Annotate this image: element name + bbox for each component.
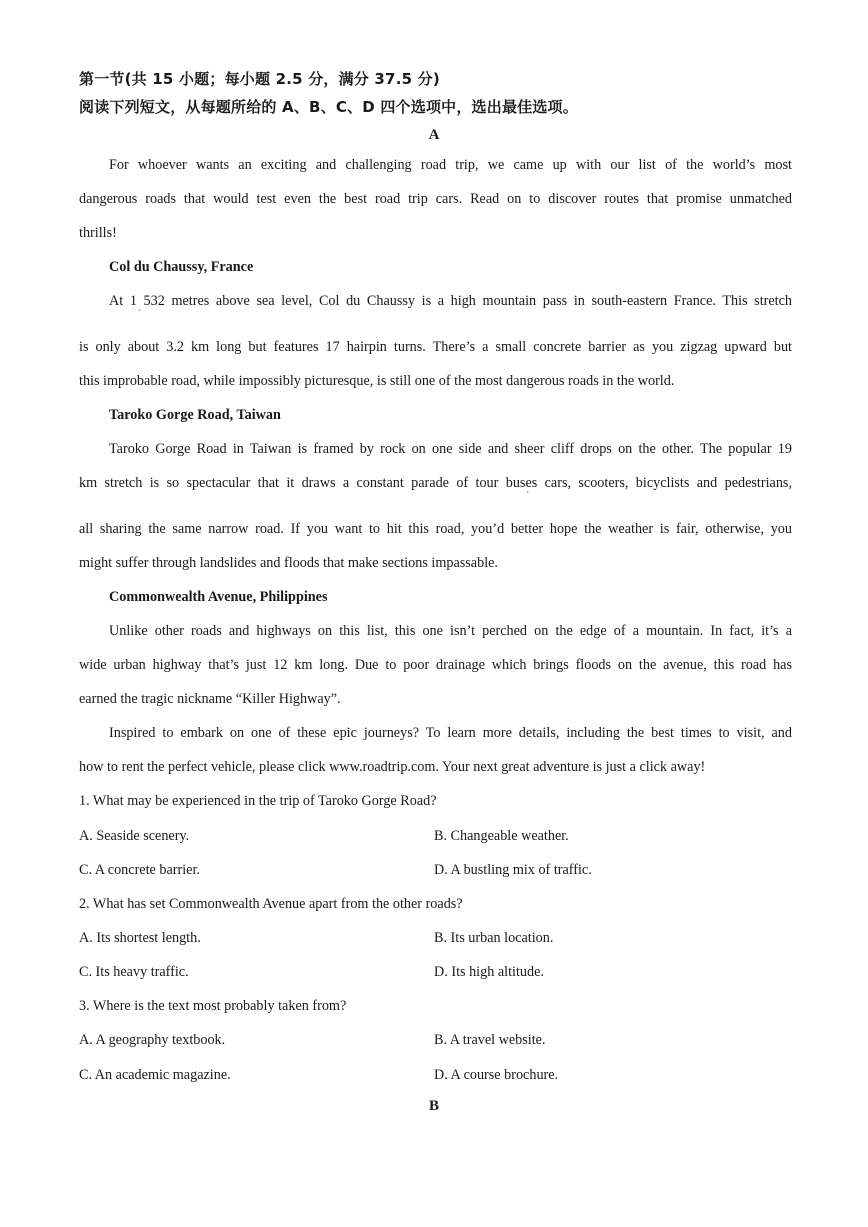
passage-a-intro-line: dangerous roads that would test even the best road trip cars. Read on to discover routes that promise unmatched [79, 191, 792, 207]
paragraph-line: Unlike other roads and highways on this list, this one isn’t perched on the edge of a mountain. In fact, it’s a [109, 623, 792, 639]
answer-option[interactable]: D. Its high altitude. [434, 964, 544, 980]
paragraph-line: wide urban highway that’s just 12 km long. Due to poor drainage which brings floods on the avenue, this road has [79, 657, 792, 673]
answer-option[interactable]: C. A concrete barrier. [79, 862, 200, 878]
paragraph-line: earned the tragic nickname “Killer Highway”. [79, 691, 341, 707]
passage-a-intro-line: thrills! [79, 225, 117, 241]
question-stem: 1. What may be experienced in the trip of Taroko Gorge Road? [79, 793, 437, 809]
paragraph-line: km stretch is so spectacular that it draws a constant parade of tour buses cars, scooters, bicyclists and pedestrians, [79, 475, 792, 491]
section-instructions: 阅读下列短文，从每题所给的 A、B、C、D 四个选项中，选出最佳选项。 [79, 98, 578, 116]
answer-option[interactable]: A. Seaside scenery. [79, 828, 190, 844]
section-heading-taroko-gorge: Taroko Gorge Road, Taiwan [109, 407, 281, 423]
section-title: 第一节(共 15 小题；每小题 2.5 分，满分 37.5 分) [79, 70, 440, 88]
question-stem: 3. Where is the text most probably taken from? [79, 998, 347, 1014]
section-heading-col-du-chaussy: Col du Chaussy, France [109, 259, 254, 275]
answer-option[interactable]: D. A course brochure. [434, 1067, 559, 1083]
answer-option[interactable]: B. Its urban location. [434, 930, 554, 946]
question-stem: 2. What has set Commonwealth Avenue apart from the other roads? [79, 896, 463, 912]
answer-option[interactable]: B. Changeable weather. [434, 828, 569, 844]
paragraph-line: all sharing the same narrow road. If you want to hit this road, you’d better hope the weather is fair, otherwise, you [79, 521, 792, 537]
paragraph-line: At 1 532 metres above sea level, Col du Chaussy is a high mountain pass in south-eastern France. This stretch [109, 293, 792, 309]
passage-a-label: A [428, 127, 440, 143]
answer-option[interactable]: C. An academic magazine. [79, 1067, 231, 1083]
stray-mark: ˋ [138, 309, 142, 320]
stray-mark: ˋ [526, 491, 530, 502]
passage-b-label: B [428, 1098, 439, 1114]
answer-option[interactable]: B. A travel website. [434, 1032, 546, 1048]
paragraph-line: is only about 3.2 km long but features 17 hairpin turns. There’s a small concrete barrier as you zigzag upward but [79, 339, 792, 355]
answer-option[interactable]: A. A geography textbook. [79, 1032, 226, 1048]
paragraph-line: might suffer through landslides and floods that make sections impassable. [79, 555, 498, 571]
answer-option[interactable]: C. Its heavy traffic. [79, 964, 189, 980]
passage-a-intro-line: For whoever wants an exciting and challenging road trip, we came up with our list of the world’s most [109, 157, 792, 173]
paragraph-line: Taroko Gorge Road in Taiwan is framed by rock on one side and sheer cliff drops on the other. The popular 19 [109, 441, 792, 457]
closing-line: Inspired to embark on one of these epic journeys? To learn more details, including the best times to visit, and [109, 725, 792, 741]
closing-line: how to rent the perfect vehicle, please click www.roadtrip.com. Your next great adventure is just a click away! [79, 759, 706, 775]
paragraph-line: this improbable road, while impossibly picturesque, is still one of the most dangerous roads in the world. [79, 373, 675, 389]
answer-option[interactable]: A. Its shortest length. [79, 930, 201, 946]
answer-option[interactable]: D. A bustling mix of traffic. [434, 862, 592, 878]
section-heading-commonwealth: Commonwealth Avenue, Philippines [109, 589, 328, 605]
